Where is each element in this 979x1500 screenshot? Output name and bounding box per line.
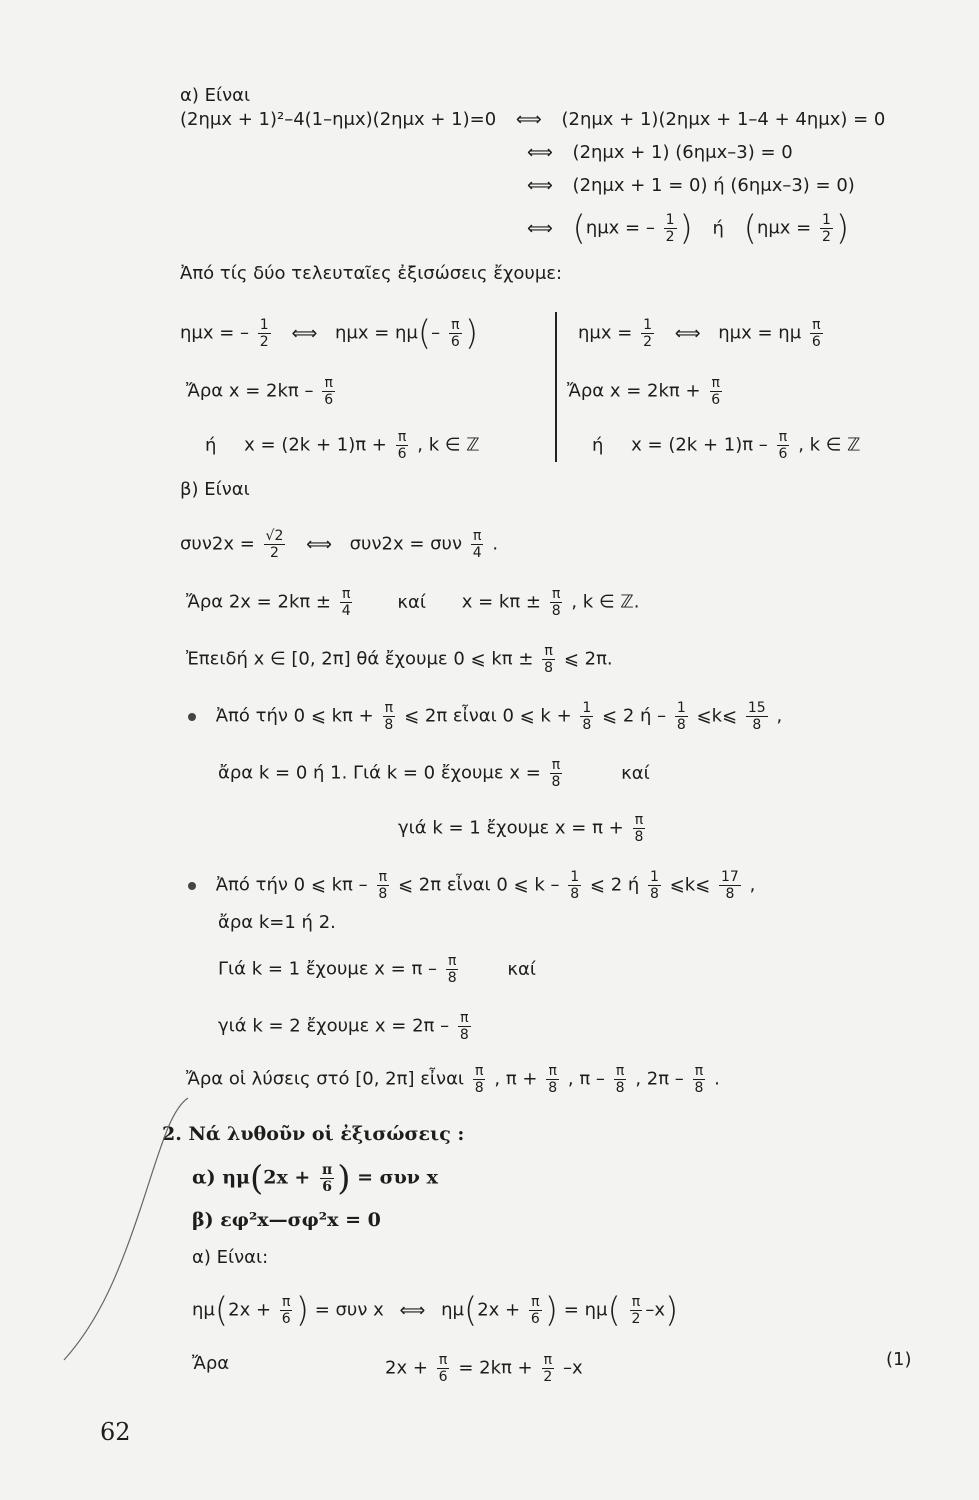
b-line-9: Γιά k = 1 ἔχουμε x = π – $\frac{\pi}{8}$ καί — [218, 953, 536, 986]
bullet-icon — [188, 882, 196, 890]
bullet-icon — [188, 713, 196, 721]
b-line-7: Ἀπό τήν 0 ⩽ kπ – $\frac{\pi}{8}$ ⩽ 2π εἶναι 0 ⩽ k – $\frac{1}{8}$ ⩽ 2 ή $\frac{1}{8}$ ⩽k⩽ $\frac{17}{8}$ , — [188, 869, 755, 902]
b-line-3: Ἐπειδή x ∈ [0, 2π] θά ἔχουμε 0 ⩽ kπ ± $\frac{\pi}{8}$ ⩽ 2π. — [186, 643, 613, 676]
equation-1-right: (2ημx + 1)(2ημx + 1–4 + 4ημx) = 0 — [561, 109, 886, 130]
right-col-line-2: Ἄρα x = 2kπ + $\frac{\pi}{6}$ — [567, 375, 721, 408]
solution-2a-final: 2x + $\frac{\pi}{6}$ = 2kπ + $\frac{\pi}{2}$ –x — [385, 1352, 583, 1385]
section-b-label: β) Είναι — [180, 479, 250, 500]
section-a-label: α) Είναι — [180, 85, 251, 106]
solution-2a-final-label: Ἄρα — [192, 1353, 230, 1374]
equation-line-1 — [180, 108, 885, 132]
or-word: ή — [712, 217, 724, 239]
problem-2-title: 2. Νά λυθοῦν οἱ ἐξισώσεις : — [162, 1123, 465, 1145]
iff-symbol: ⟺ — [527, 142, 553, 163]
column-divider — [555, 312, 557, 462]
from-last-equations: Ἀπό τίς δύο τελευταῖες ἐξισώσεις ἔχουμε: — [180, 263, 563, 284]
equation-line-4: ⟺ (ημx = – $\frac{1}{2}$ ) ή (ημx = $\frac{1}{2}$ ) — [527, 208, 850, 249]
eq4-left: ημx = – — [585, 217, 655, 239]
fraction: $\frac{1}{2}$ — [665, 212, 675, 245]
solution-2a-label: α) Είναι: — [192, 1247, 269, 1268]
left-col-line-2: Ἄρα x = 2kπ – $\frac{\pi}{6}$ — [186, 375, 334, 408]
b-line-1: συν2x = $\frac{√2}{2}$ ⟺ συν2x = συν $\frac{\pi}{4}$ . — [180, 528, 499, 561]
equation-line-3 — [527, 174, 855, 198]
b-line-8: ἄρα k=1 ή 2. — [218, 912, 336, 933]
b-line-5: ἄρα k = 0 ή 1. Γιά k = 0 ἔχουμε x = $\frac{\pi}{8}$ καί — [218, 757, 650, 790]
iff-symbol: ⟺ — [515, 109, 542, 130]
iff-symbol: ⟺ — [527, 175, 553, 196]
page-number: 62 — [100, 1418, 131, 1446]
fraction: $\frac{1}{2}$ — [822, 212, 831, 245]
equation-line-2 — [527, 141, 793, 165]
equation-tag: (1) — [886, 1349, 912, 1370]
right-col-line-3: ή x = (2k + 1)π – $\frac{\pi}{6}$ , k ∈ ℤ — [592, 429, 861, 462]
problem-2b: β) εφ²x—σφ²x = 0 — [192, 1209, 381, 1231]
handwritten-margin-mark — [60, 1090, 200, 1370]
b-line-6: γιά k = 1 ἔχουμε x = π + $\frac{\pi}{8}$ — [398, 812, 644, 845]
equation-3: (2ημx + 1 = 0) ή (6ημx–3) = 0) — [572, 175, 855, 196]
left-col-line-1: ημx = – $\frac{1}{2}$ ⟺ ημx = ημ(– $\frac{\pi}{6}$ ) — [180, 313, 479, 354]
b-line-2: Ἄρα 2x = 2kπ ± $\frac{\pi}{4}$ καί x = kπ ± $\frac{\pi}{8}$ , k ∈ ℤ. — [186, 586, 640, 619]
equation-1-left: (2ημx + 1)²–4(1–ημx)(2ημx + 1)=0 — [180, 109, 497, 130]
b-line-11: Ἄρα οἱ λύσεις στό [0, 2π] εἶναι $\frac{\pi}{8}$ , π + $\frac{\pi}{8}$ , π – $\frac{\pi}{8}$ , 2π – $\frac{\pi}{8}$ . — [186, 1063, 720, 1096]
solution-2a-equation: ημ(2x + $\frac{\pi}{6}$ ) = συν x ⟺ ημ(2x + $\frac{\pi}{6}$ ) = ημ( $\frac{\pi}{2}$ –x) — [192, 1290, 679, 1331]
eq4-right: ημx = — [756, 217, 812, 239]
equation-2: (2ημx + 1) (6ημx–3) = 0 — [572, 142, 793, 163]
b-line-4: Ἀπό τήν 0 ⩽ kπ + $\frac{\pi}{8}$ ⩽ 2π εἶναι 0 ⩽ k + $\frac{1}{8}$ ⩽ 2 ή – $\frac{1}{8}$ ⩽k⩽ $\frac{15}{8}$ , — [188, 700, 782, 733]
left-col-line-3: ή x = (2k + 1)π + $\frac{\pi}{6}$ , k ∈ ℤ — [205, 429, 480, 462]
iff-symbol: ⟺ — [527, 217, 553, 239]
problem-2a: α) ημ(2x + $\frac{\pi}{6}$ ) = συν x — [192, 1158, 438, 1199]
b-line-10: γιά k = 2 ἔχουμε x = 2π – $\frac{\pi}{8}$ — [218, 1010, 469, 1043]
right-col-line-1: ημx = $\frac{1}{2}$ ⟺ ημx = ημ $\frac{\pi}{6}$ — [578, 317, 821, 350]
